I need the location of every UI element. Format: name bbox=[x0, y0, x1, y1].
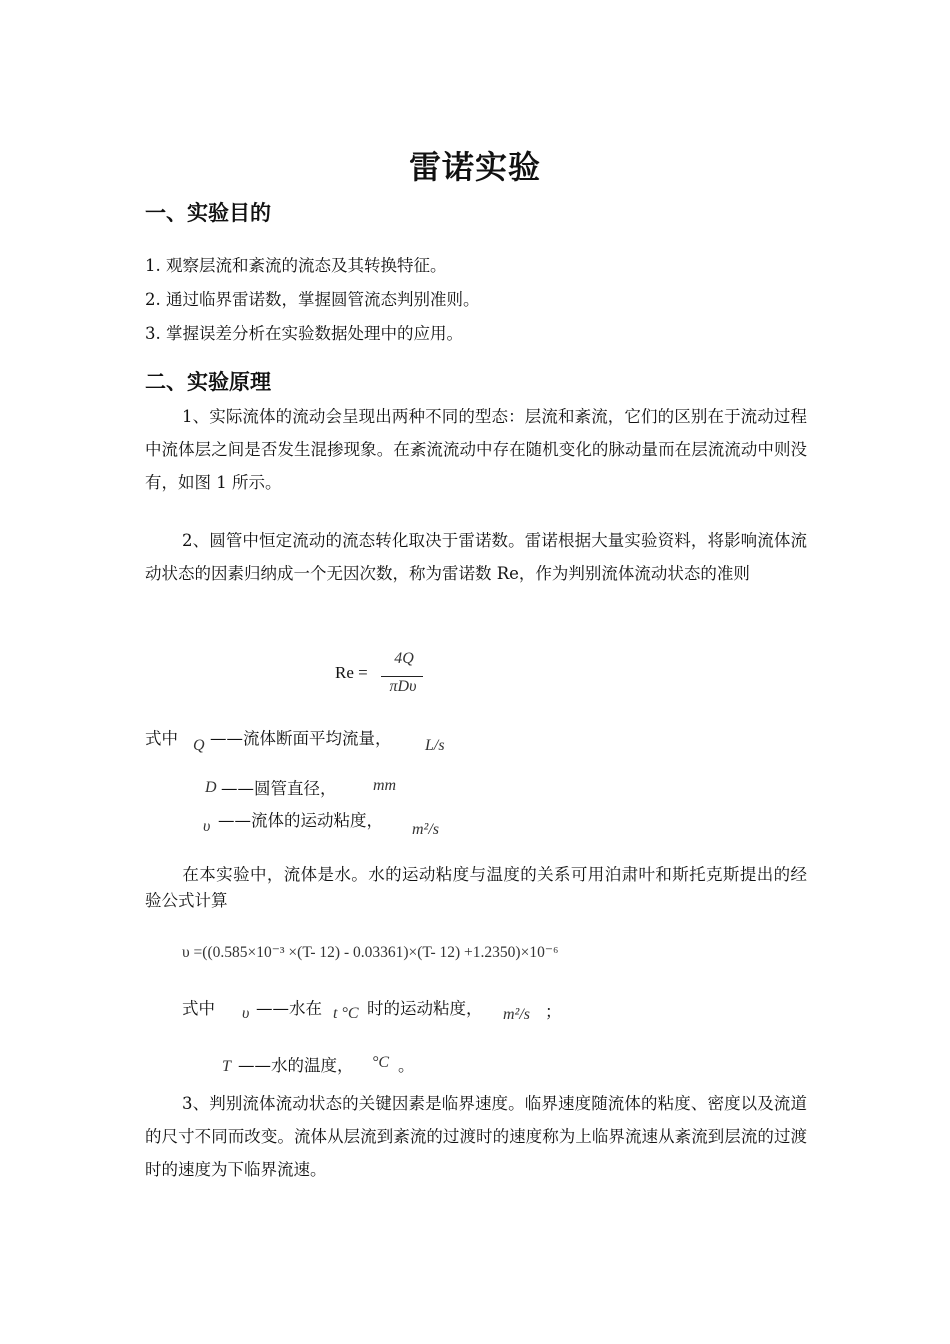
paragraph-reynolds-number: 2、圆管中恒定流动的流态转化取决于雷诺数。雷诺根据大量实验资料，将影响流体流动状态的因素归纳成一个无因次数，称为雷诺数 Re，作为判别流体流动状态的准则 bbox=[145, 531, 807, 583]
fraction-bar bbox=[381, 676, 423, 677]
where-label: 式中 bbox=[182, 999, 215, 1018]
variable-description: ——水的温度， bbox=[238, 1056, 354, 1075]
formula-lhs: Re = bbox=[335, 663, 368, 682]
viscosity-formula: υ =((0.585×10⁻³ ×(T- 12) - 0.03361)×(T- 12) +1.2350)×10⁻⁶ bbox=[182, 944, 559, 961]
section-heading-purpose: 一、实验目的 bbox=[145, 201, 271, 225]
where-label: 式中 bbox=[145, 729, 178, 748]
variable-unit: mm bbox=[373, 777, 397, 794]
list-item: 1. 观察层流和紊流的流态及其转换特征。 bbox=[145, 256, 447, 275]
page-title: 雷诺实验 bbox=[408, 148, 541, 186]
variable-unit: L/s bbox=[425, 737, 445, 754]
variable-symbol: Q bbox=[193, 737, 205, 754]
formula-denominator: πDυ bbox=[389, 678, 417, 695]
variable-unit: m²/s bbox=[412, 821, 440, 838]
temperature-symbol: t °C bbox=[333, 1005, 359, 1022]
formula-numerator: 4Q bbox=[394, 650, 414, 667]
list-item: 2. 通过临界雷诺数，掌握圆管流态判别准则。 bbox=[145, 290, 480, 309]
variable-unit: °C bbox=[372, 1054, 390, 1071]
variable-description: ——流体的运动粘度， bbox=[218, 811, 383, 830]
variable-symbol: υ bbox=[242, 1005, 250, 1022]
variable-unit: m²/s bbox=[503, 1006, 531, 1023]
list-item: 3. 掌握误差分析在实验数据处理中的应用。 bbox=[145, 324, 463, 343]
variable-symbol: υ bbox=[203, 818, 211, 835]
variable-description: ——水在 bbox=[256, 999, 322, 1018]
punctuation: ； bbox=[545, 1002, 562, 1021]
paragraph-critical-velocity: 3、判别流体流动状态的关键因素是临界速度。临界速度随流体的粘度、密度以及流道的尺寸不同而改变。流体从层流到紊流的过渡时的速度称为上临界流速从紊流到层流的过渡时的速度为下临界流速。 bbox=[145, 1094, 807, 1179]
paragraph-flow-types: 1、实际流体的流动会呈现出两种不同的型态：层流和紊流，它们的区别在于流动过程中流体层之间是否发生混掺现象。在紊流流动中存在随机变化的脉动量而在层流流动中则没有，如图 1 所示。 bbox=[145, 407, 807, 492]
variable-description: ——流体断面平均流量， bbox=[210, 729, 392, 748]
variable-symbol: T bbox=[222, 1058, 231, 1075]
punctuation: 。 bbox=[398, 1056, 415, 1075]
reynolds-formula bbox=[335, 650, 425, 702]
paragraph-viscosity: 在本实验中，流体是水。水的运动粘度与温度的关系可用泊肃叶和斯托克斯提出的经验公式计算 bbox=[145, 865, 807, 910]
variable-description: 时的运动粘度， bbox=[367, 999, 483, 1018]
variable-symbol: D bbox=[205, 779, 217, 796]
variable-description: ——圆管直径， bbox=[221, 779, 337, 798]
section-heading-principle: 二、实验原理 bbox=[145, 370, 271, 394]
